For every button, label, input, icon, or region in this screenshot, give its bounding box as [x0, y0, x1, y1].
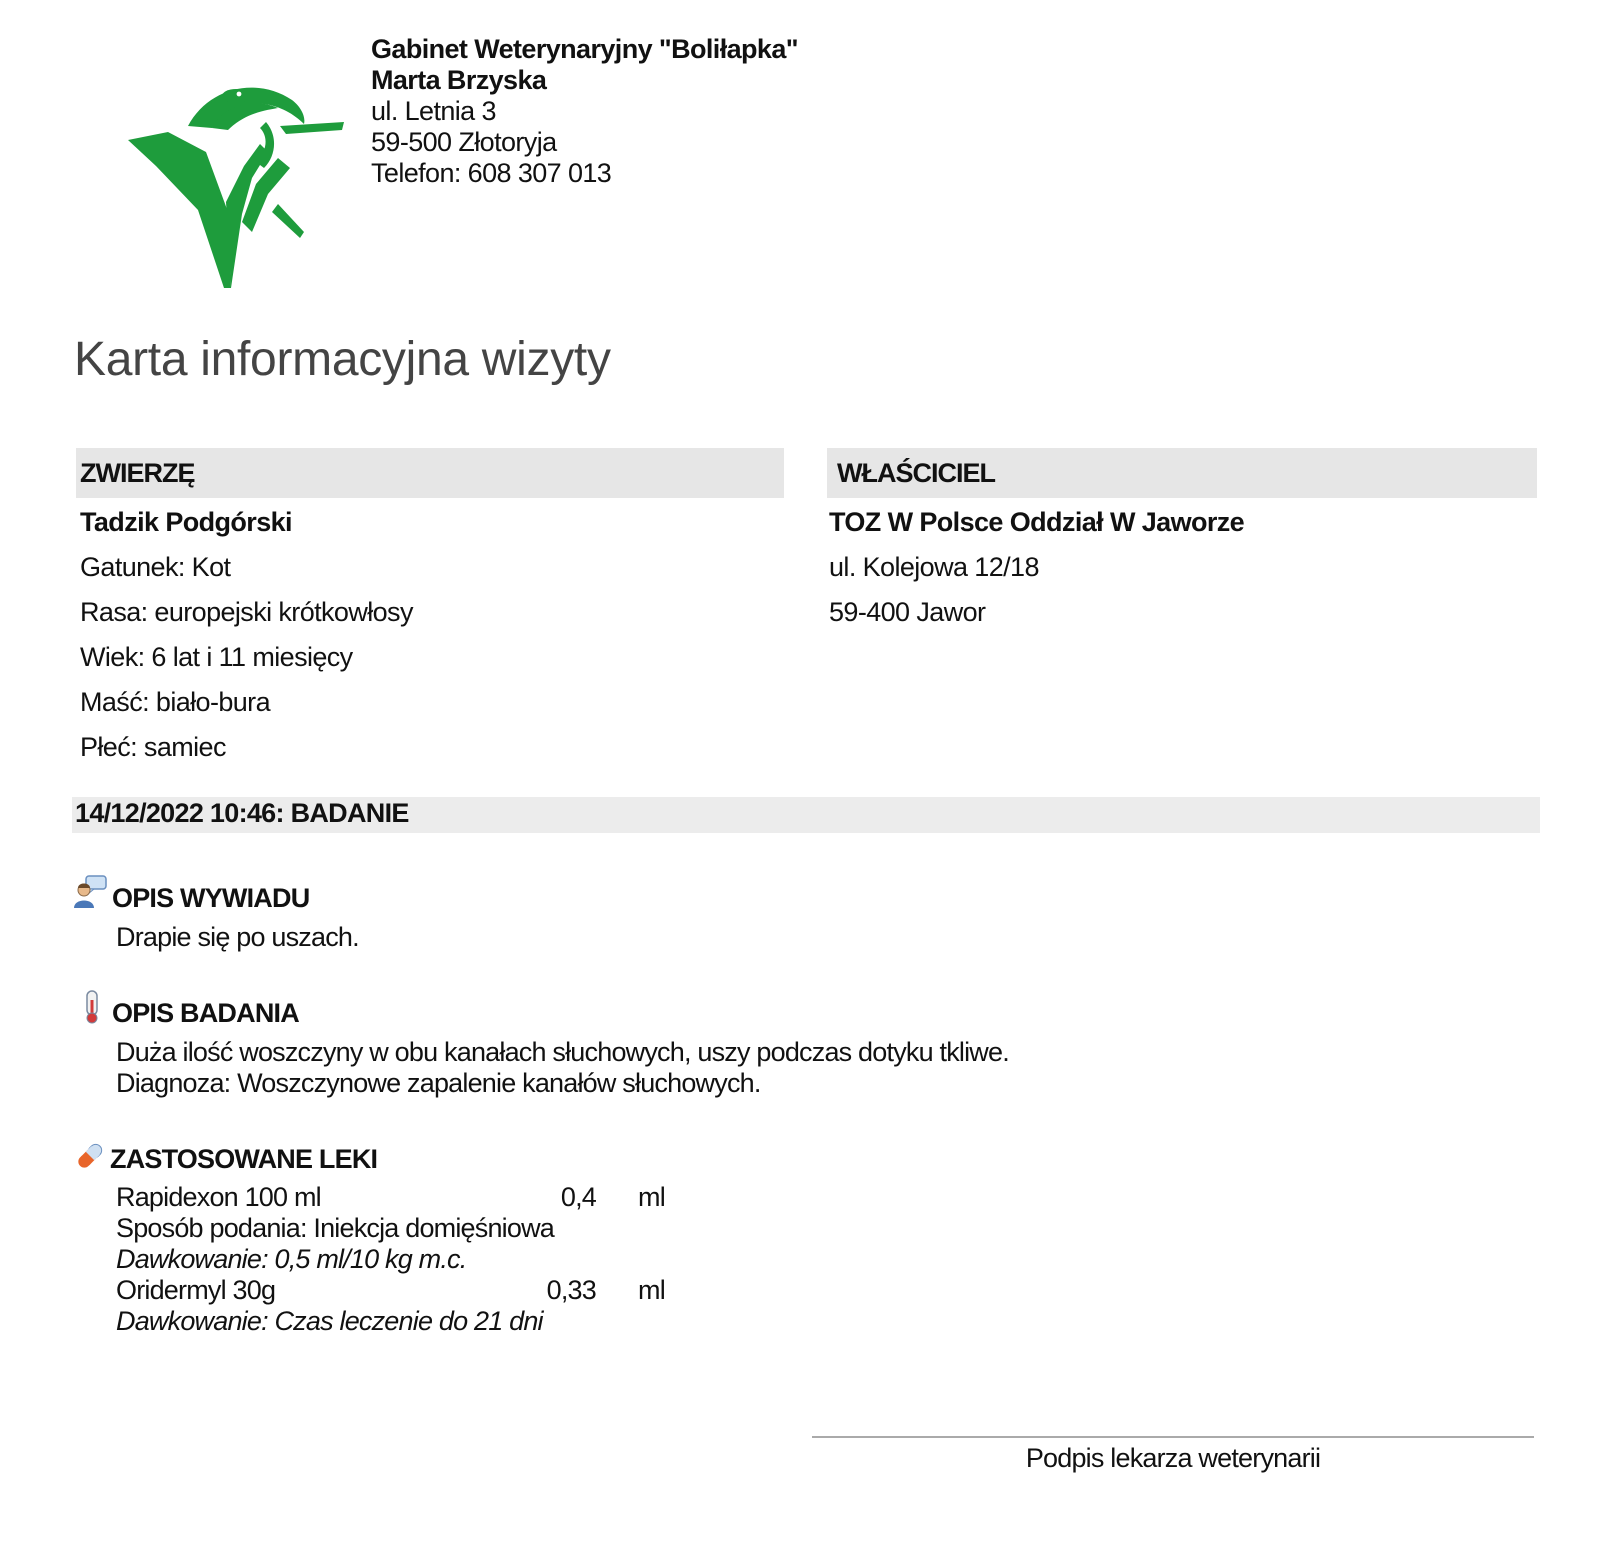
- owner-details: [829, 498, 1244, 633]
- signature-label: Podpis lekarza weterynarii: [1025, 1443, 1321, 1473]
- interview-title: OPIS WYWIADU: [112, 883, 310, 913]
- clinic-phone: Telefon: 608 307 013: [371, 158, 612, 188]
- pill-icon: [72, 1138, 108, 1174]
- examination-line: Duża ilość woszczyny w obu kanałach słuchowych, uszy podczas dotyku tkliwe.: [116, 1037, 1009, 1067]
- owner-name: TOZ W Polsce Oddział W Jaworze: [829, 507, 1245, 537]
- animal-species: Gatunek: Kot: [80, 552, 231, 582]
- medications-list: [116, 1182, 665, 1337]
- clinic-owner: Marta Brzyska: [371, 65, 547, 95]
- animal-age: Wiek: 6 lat i 11 miesięcy: [80, 642, 353, 672]
- animal-header: ZWIERZĘ: [76, 448, 784, 498]
- clinic-name: Gabinet Weterynaryjny "Boliłapka": [371, 34, 798, 64]
- medication-name: Oridermyl 30g: [116, 1275, 276, 1305]
- medication-unit: ml: [638, 1182, 665, 1212]
- medication-route: Sposób podania: Iniekcja domięśniowa: [116, 1213, 555, 1243]
- owner-header: WŁAŚCICIEL: [827, 448, 1537, 498]
- medication-name: Rapidexon 100 ml: [116, 1182, 321, 1212]
- clinic-info: [371, 34, 798, 189]
- page-title: Karta informacyjna wizyty: [74, 333, 611, 386]
- animal-breed: Rasa: europejski krótkowłosy: [80, 597, 413, 627]
- interview-person-icon: [72, 874, 108, 910]
- animal-details: [80, 498, 413, 768]
- medication-quantity: 0,33: [546, 1275, 596, 1305]
- medication-row: [116, 1275, 665, 1306]
- owner-street: ul. Kolejowa 12/18: [829, 552, 1039, 582]
- medication-dosage: Dawkowanie: 0,5 ml/10 kg m.c.: [116, 1244, 467, 1274]
- medication-row: [116, 1182, 665, 1213]
- examination-text: [116, 1037, 1009, 1099]
- medication-dosage: Dawkowanie: Czas leczenie do 21 dni: [116, 1306, 543, 1336]
- medication-unit: ml: [638, 1275, 665, 1305]
- signature-line: [812, 1436, 1534, 1438]
- animal-color: Maść: biało-bura: [80, 687, 270, 717]
- clinic-logo: [128, 82, 344, 288]
- diagnosis-line: Diagnoza: Woszczynowe zapalenie kanałów słuchowych.: [116, 1068, 761, 1098]
- medication-quantity: 0,4: [560, 1182, 596, 1212]
- clinic-city: 59-500 Złotoryja: [371, 127, 557, 157]
- animal-sex: Płeć: samiec: [80, 732, 226, 762]
- examination-title: OPIS BADANIA: [112, 998, 299, 1028]
- clinic-street: ul. Letnia 3: [371, 96, 496, 126]
- interview-text: Drapie się po uszach.: [116, 922, 359, 952]
- visit-header: 14/12/2022 10:46: BADANIE: [72, 797, 1540, 833]
- thermometer-icon: [78, 990, 114, 1026]
- medications-title: ZASTOSOWANE LEKI: [110, 1144, 378, 1174]
- owner-city: 59-400 Jawor: [829, 597, 986, 627]
- animal-name: Tadzik Podgórski: [80, 507, 292, 537]
